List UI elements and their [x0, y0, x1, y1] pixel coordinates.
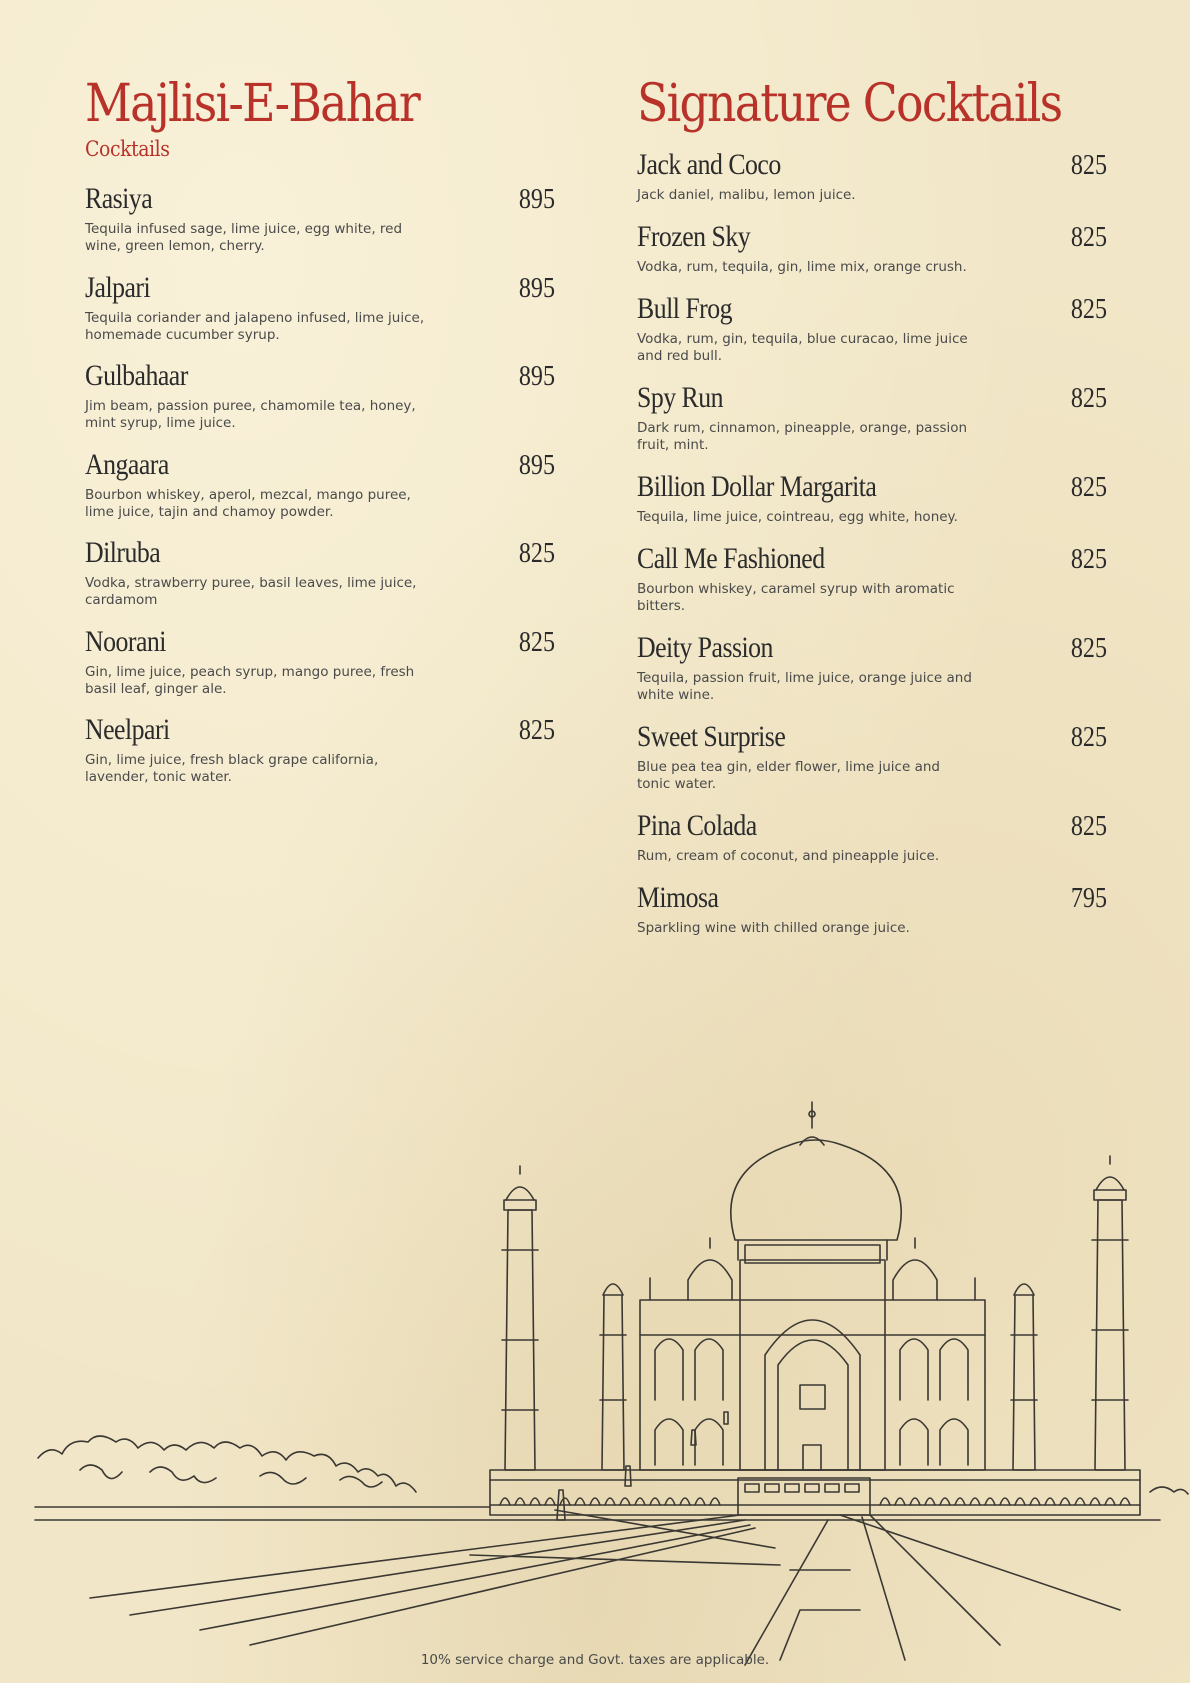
item-name: Noorani	[85, 624, 166, 658]
item-description: Dark rum, cinnamon, pineapple, orange, passion fruit, mint.	[637, 420, 968, 453]
item-price: 825	[1070, 472, 1107, 503]
item-name: Billion Dollar Margarita	[637, 470, 877, 503]
menu-item	[637, 809, 1107, 865]
menu-item	[85, 625, 555, 714]
menu-item	[637, 631, 1107, 704]
item-price: 825	[1070, 294, 1107, 325]
item-price: 825	[1070, 150, 1107, 181]
item-description: Tequila coriander and jalapeno infused, lime juice, homemade cucumber syrup.	[85, 309, 425, 343]
menu-item	[85, 359, 555, 448]
item-name: Call Me Fashioned	[637, 542, 825, 575]
item-description: Blue pea tea gin, elder flower, lime juice and tonic water.	[637, 759, 940, 792]
taj-mahal-sketch-icon	[0, 1100, 1190, 1670]
item-name: Angaara	[85, 447, 169, 481]
section-title: Majlisi-E-Bahar	[85, 74, 420, 134]
item-description: Rum, cream of coconut, and pineapple juice.	[637, 848, 940, 864]
menu-item	[85, 448, 555, 537]
item-name: Jack and Coco	[637, 148, 781, 181]
item-description: Sparkling wine with chilled orange juice.	[637, 920, 910, 936]
item-price: 895	[518, 449, 555, 481]
menu-item	[637, 542, 1107, 615]
menu-item	[637, 148, 1107, 204]
menu-item	[637, 881, 1107, 937]
item-name: Spy Run	[637, 381, 723, 414]
item-description: Tequila infused sage, lime juice, egg white, red wine, green lemon, cherry.	[85, 221, 403, 254]
menu-item	[637, 381, 1107, 454]
item-price: 825	[1070, 811, 1107, 842]
item-price: 895	[518, 184, 555, 215]
item-price: 825	[518, 715, 555, 746]
menu-item	[85, 536, 555, 625]
item-description: Bourbon whiskey, aperol, mezcal, mango puree, lime juice, tajin and chamoy powder.	[85, 486, 411, 520]
item-price: 825	[1070, 722, 1107, 753]
item-description: Vodka, strawberry puree, basil leaves, lime juice, cardamom	[85, 575, 417, 608]
item-name: Neelpari	[85, 713, 170, 746]
item-name: Dilruba	[85, 536, 161, 569]
item-description: Jack daniel, malibu, lemon juice.	[637, 187, 856, 203]
item-name: Deity Passion	[637, 631, 773, 664]
item-description: Tequila, lime juice, cointreau, egg white, honey.	[637, 509, 958, 525]
item-price: 825	[518, 538, 555, 569]
section-title: Signature Cocktails	[637, 74, 1062, 134]
menu-items-list	[637, 148, 1107, 937]
item-description: Bourbon whiskey, caramel syrup with aromatic bitters.	[637, 581, 955, 614]
menu-item	[637, 292, 1107, 365]
menu-item	[637, 220, 1107, 276]
item-price: 825	[1070, 633, 1107, 664]
item-description: Tequila, passion fruit, lime juice, orange juice and white wine.	[637, 670, 972, 703]
item-name: Jalpari	[85, 270, 151, 304]
item-description: Vodka, rum, gin, tequila, blue curacao, lime juice and red bull.	[637, 331, 968, 364]
item-name: Sweet Surprise	[637, 720, 786, 753]
footer-note: 10% service charge and Govt. taxes are applicable.	[420, 1652, 770, 1668]
item-description: Gin, lime juice, fresh black grape california, lavender, tonic water.	[85, 752, 379, 785]
item-name: Pina Colada	[637, 809, 757, 842]
menu-item	[85, 182, 555, 271]
item-description: Jim beam, passion puree, chamomile tea, honey, mint syrup, lime juice.	[85, 398, 416, 431]
menu-items-list	[85, 182, 555, 802]
menu-item	[637, 720, 1107, 793]
item-name: Mimosa	[637, 881, 719, 914]
item-price: 895	[518, 361, 555, 392]
item-price: 795	[1070, 883, 1107, 914]
menu-item	[637, 470, 1107, 526]
item-price: 825	[518, 626, 555, 658]
item-description: Vodka, rum, tequila, gin, lime mix, orange crush.	[637, 259, 967, 275]
menu-section-majlisi	[85, 70, 555, 802]
menu-item	[85, 271, 555, 360]
section-subtitle: Cocktails	[85, 137, 170, 161]
item-name: Rasiya	[85, 182, 153, 215]
item-name: Frozen Sky	[637, 220, 751, 253]
item-price: 825	[1070, 544, 1107, 575]
menu-item	[85, 713, 555, 802]
item-price: 825	[1070, 383, 1107, 414]
item-name: Bull Frog	[637, 292, 733, 325]
item-price: 895	[518, 272, 555, 304]
item-description: Gin, lime juice, peach syrup, mango puree, fresh basil leaf, ginger ale.	[85, 663, 415, 697]
item-price: 825	[1070, 222, 1107, 253]
item-name: Gulbahaar	[85, 359, 188, 392]
menu-section-signature	[637, 70, 1107, 953]
